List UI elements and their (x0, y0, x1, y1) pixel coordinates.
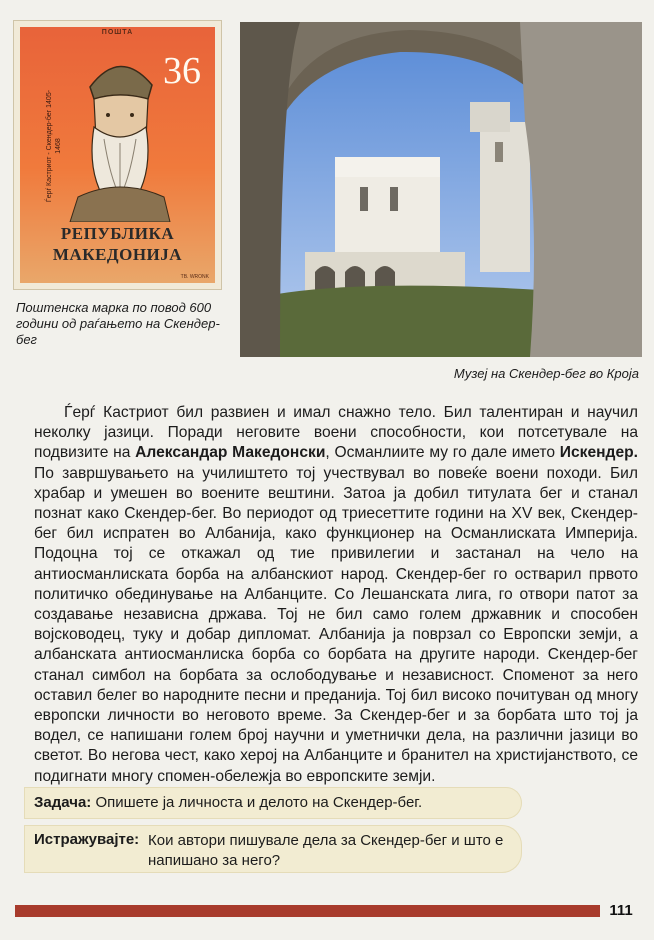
postage-stamp (13, 20, 222, 290)
body-text-part3: По завршувањето на училиштето тој учествувал во повеќе воени походи. Бил храбар и умешен во воените вештини. Затоа ја добил титулата бег и станал познат како Скендер-бег. Во периодот од триесеттите години на XV век, Скендер-бег бил испратен во Албанија, како функционер на Османлиската Империја. Подоцна тој се откажал од тие привилегии и застанал на чело на антиосманлиската борба на албанскиот народ. Скендер-бег го остварил првото политичко обединување на Албанците. Со Лешанската лига, го отвори патот за создавање независна држава. Тој не бил само голем државник и способен војсководец, туку и добар дипломат. Албанија ја поврзал со Европски земји, а албанската антиосманлиска борба со борбата на другите народи. Скендер-бег станал симбол на борбата за ослободување и независност. Споменот за него оставил белег во народните песни и преданија. Тој бил високо почитуван од многу европски личности во неговото време. За Скендер-бег и за борбата што тој ја водел, се напишани голем број научни и уметнички дела, на различни јазици во светот. Во негова чест, како херој на Албанците и бранител на христијанството, се подигнати многу спомен-обележја во европските земји. (34, 464, 638, 785)
task-text (34, 794, 422, 811)
body-paragraph (34, 403, 638, 787)
stamp-country-line1: РЕПУБЛИКА (60, 224, 175, 243)
body-text-part1: Ѓерѓ Кастриот бил развиен и имал снажно тело. Бил талентиран и научил неколку јазици. Поради неговите воени способности, кои потсетувале на подвизите на (34, 404, 638, 462)
research-content: Кои автори пишувале дела за Скендер-бег и што е напишано за него? (148, 832, 504, 869)
stamp-face (20, 27, 215, 283)
task-box (24, 787, 522, 819)
research-label: Истражувајте: (34, 831, 140, 848)
page-number: 111 (609, 902, 633, 919)
body-text-part2: , Османлиите му го дале името (325, 444, 560, 462)
stamp-printer-mark: TB. WRONK (180, 274, 209, 280)
stamp-value: 36 (163, 50, 201, 92)
task-content: Опишете ја личноста и делото на Скендер-бег. (91, 794, 423, 811)
skanderbeg-portrait (60, 47, 180, 222)
photo-caption: Музеј на Скендер-бег во Крoја (453, 366, 639, 381)
stamp-dates: Ѓерѓ Кастриот - Скендер-бег 1405-1468 (46, 89, 62, 203)
museum-photo (240, 22, 642, 357)
stamp-country-line2: МАКЕДОНИЈА (52, 245, 183, 264)
task-label: Задача: (34, 794, 92, 811)
research-box (24, 825, 522, 873)
stamp-caption: Поштенска марка по повод 600 години од раѓањето на Скендер-бег (16, 300, 220, 347)
alexander-name: Александар Македонски (135, 444, 326, 462)
stamp-posta-label: ПОШТА (101, 29, 134, 36)
paragraph (34, 403, 638, 787)
stamp-country (20, 223, 215, 265)
footer-bar (15, 905, 600, 917)
iskender-name: Искендер. (559, 444, 638, 462)
